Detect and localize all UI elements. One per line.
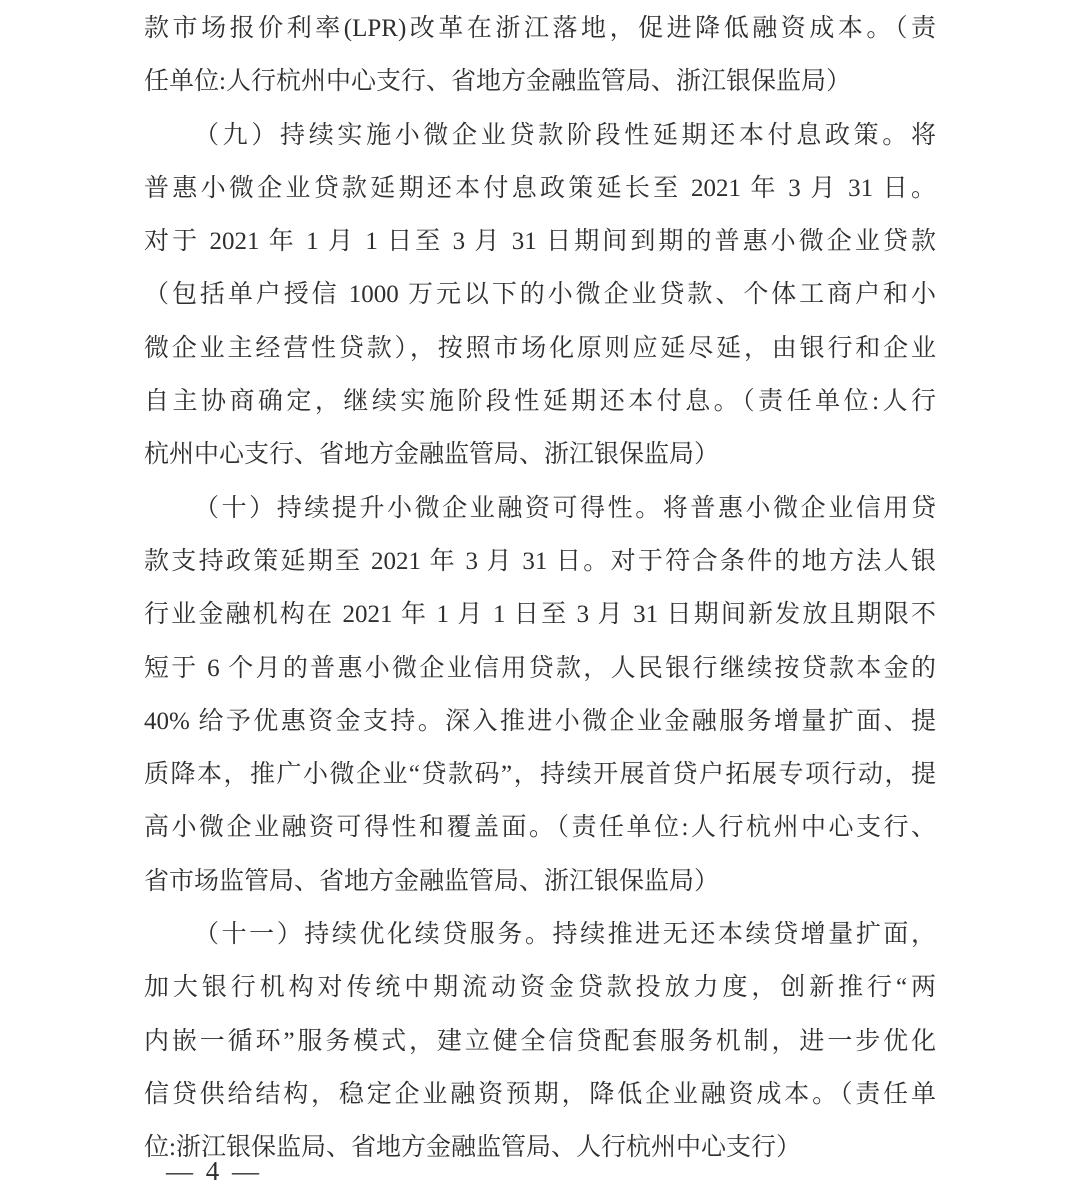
text-line: 杭州中心支行、省地方金融监管局、浙江银保监局） xyxy=(144,441,720,469)
text-line: 对于 2021 年 1 月 1 日至 3 月 31 日期间到期的普惠小微企业贷款 xyxy=(144,228,936,256)
text-line: 款市场报价利率(LPR)改革在浙江落地，促进降低融资成本。（责 xyxy=(144,15,936,42)
text-line: 微企业主经营性贷款），按照市场化原则应延尽延，由银行和企业 xyxy=(144,334,936,362)
page-number: — 4 — xyxy=(166,1156,262,1186)
text-line: （九）持续实施小微企业贷款阶段性延期还本付息政策。将 xyxy=(194,121,936,149)
text-line: 位:浙江银保监局、省地方金融监管局、人行杭州中心支行） xyxy=(144,1134,801,1162)
document-text xyxy=(144,2,936,1175)
text-line: （包括单户授信 1000 万元以下的小微企业贷款、个体工商户和小 xyxy=(144,281,936,309)
text-line: 行业金融机构在 2021 年 1 月 1 日至 3 月 31 日期间新发放且期限不 xyxy=(144,601,936,629)
text-line: 高小微企业融资可得性和覆盖面。（责任单位:人行杭州中心支行、 xyxy=(144,814,936,842)
text-line: （十一）持续优化续贷服务。持续推进无还本续贷增量扩面， xyxy=(194,921,936,949)
text-line: 任单位:人行杭州中心支行、省地方金融监管局、浙江银保监局） xyxy=(144,68,851,96)
text-line: （十）持续提升小微企业融资可得性。将普惠小微企业信用贷 xyxy=(194,494,936,522)
text-line: 省市场监管局、省地方金融监管局、浙江银保监局） xyxy=(144,867,720,895)
text-line: 信贷供给结构，稳定企业融资预期，降低企业融资成本。（责任单 xyxy=(144,1080,936,1108)
text-line: 自主协商确定，继续实施阶段性延期还本付息。（责任单位:人行 xyxy=(144,388,936,416)
text-line: 加大银行机构对传统中期流动资金贷款投放力度，创新推行“两 xyxy=(144,974,936,1002)
text-line: 短于 6 个月的普惠小微企业信用贷款，人民银行继续按贷款本金的 xyxy=(144,654,936,682)
text-line: 款支持政策延期至 2021 年 3 月 31 日。对于符合条件的地方法人银 xyxy=(144,547,936,575)
text-line: 40% 给予优惠资金支持。深入推进小微企业金融服务增量扩面、提 xyxy=(144,707,936,735)
text-line: 质降本，推广小微企业“贷款码”，持续开展首贷户拓展专项行动，提 xyxy=(144,761,936,789)
text-line: 普惠小微企业贷款延期还本付息政策延长至 2021 年 3 月 31 日。 xyxy=(144,174,936,202)
text-line: 内嵌一循环”服务模式，建立健全信贷配套服务机制，进一步优化 xyxy=(144,1027,936,1055)
